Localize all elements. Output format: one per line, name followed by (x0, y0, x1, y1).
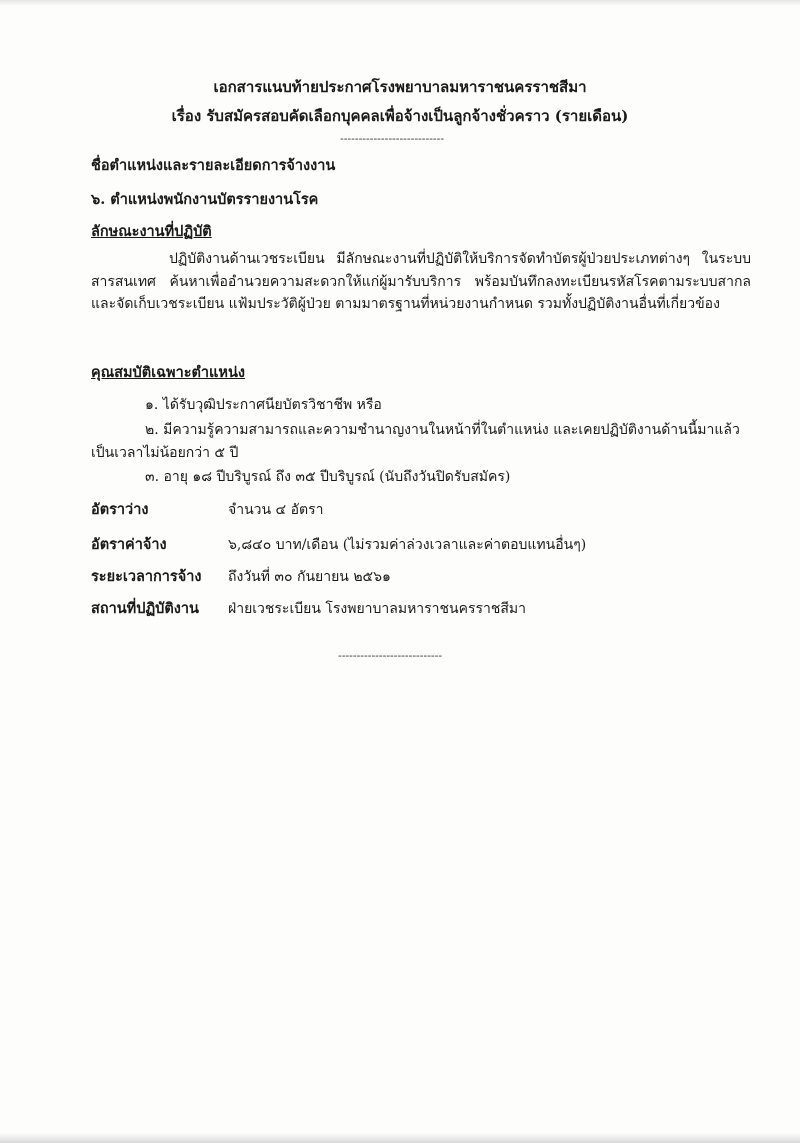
employment-period-label: ระยะเวลาการจ้าง (91, 568, 202, 585)
qualification-item (91, 419, 756, 464)
qualification-item: ๓. อายุ ๑๘ ปีบริบูรณ์ ถึง ๓๕ ปีบริบูรณ์ (นับถึงวันปิดรับสมัคร) (145, 469, 511, 485)
workplace-value: ฝ่ายเวชระเบียน โรงพยาบาลมหาราชนครราชสีมา (228, 601, 527, 617)
qualification-item-text: ๒. มีความรู้ความสามารถและความชำนาญงานในหน้าที่ในตำแหน่ง และเคยปฏิบัติงานด้านนี้มาแล้วเป็นเวลาไม่น้อยกว่า ๕ ปี (91, 422, 740, 461)
salary-label: อัตราค่าจ้าง (91, 536, 167, 553)
qualifications-heading: คุณสมบัติเฉพาะตำแหน่ง (91, 364, 245, 381)
footer-separator: ---------------------------- (338, 649, 443, 662)
qualification-item: ๑. ได้รับวุฒิประกาศนียบัตรวิชาชีพ หรือ (145, 397, 382, 413)
employment-period-value: ถึงวันที่ ๓๐ กันยายน ๒๕๖๑ (228, 569, 391, 585)
vacancy-value: จำนวน ๔ อัตรา (228, 502, 324, 518)
duties-paragraph (91, 248, 751, 316)
duties-heading: ลักษณะงานที่ปฏิบัติ (91, 223, 212, 240)
duties-text: ปฏิบัติงานด้านเวชระเบียน มีลักษณะงานที่ปฏิบัติให้บริการจัดทำบัตรผู้ป่วยประเภทต่างๆ ในระบบสารสนเทศ ค้นหาเพื่ออำนวยความสะดวกให้แก่ผู้มารับบริการ พร้อมบันทึกลงทะเบียนรหัสโรคตามระบบสากล และจัดเก็บเวชระเบียน แฟ้มประวัติผู้ป่วย ตามมาตรฐานที่หน่วยงานกำหนด รวมทั้งปฏิบัติงานอื่นที่เกี่ยวข้อง (91, 251, 751, 312)
document-subject: เรื่อง รับสมัครสอบคัดเลือกบุคคลเพื่อจ้างเป็นลูกจ้างชั่วคราว (รายเดือน) (171, 107, 629, 125)
workplace-label: สถานที่ปฏิบัติงาน (91, 600, 199, 617)
vacancy-label: อัตราว่าง (91, 501, 149, 518)
title-separator: ---------------------------- (340, 132, 445, 145)
position-title: ๖. ตำแหน่งพนักงานบัตรรายงานโรค (91, 191, 319, 208)
scan-edge-bottom (0, 1133, 800, 1143)
salary-value: ๖,๘๔๐ บาท/เดือน (ไม่รวมค่าล่วงเวลาและค่าตอบแทนอื่นๆ) (228, 537, 587, 553)
scan-edge-top (0, 0, 800, 6)
section-heading: ชื่อตำแหน่งและรายละเอียดการจ้างงาน (91, 157, 336, 174)
document-title: เอกสารแนบท้ายประกาศโรงพยาบาลมหาราชนครราชสีมา (213, 78, 587, 96)
